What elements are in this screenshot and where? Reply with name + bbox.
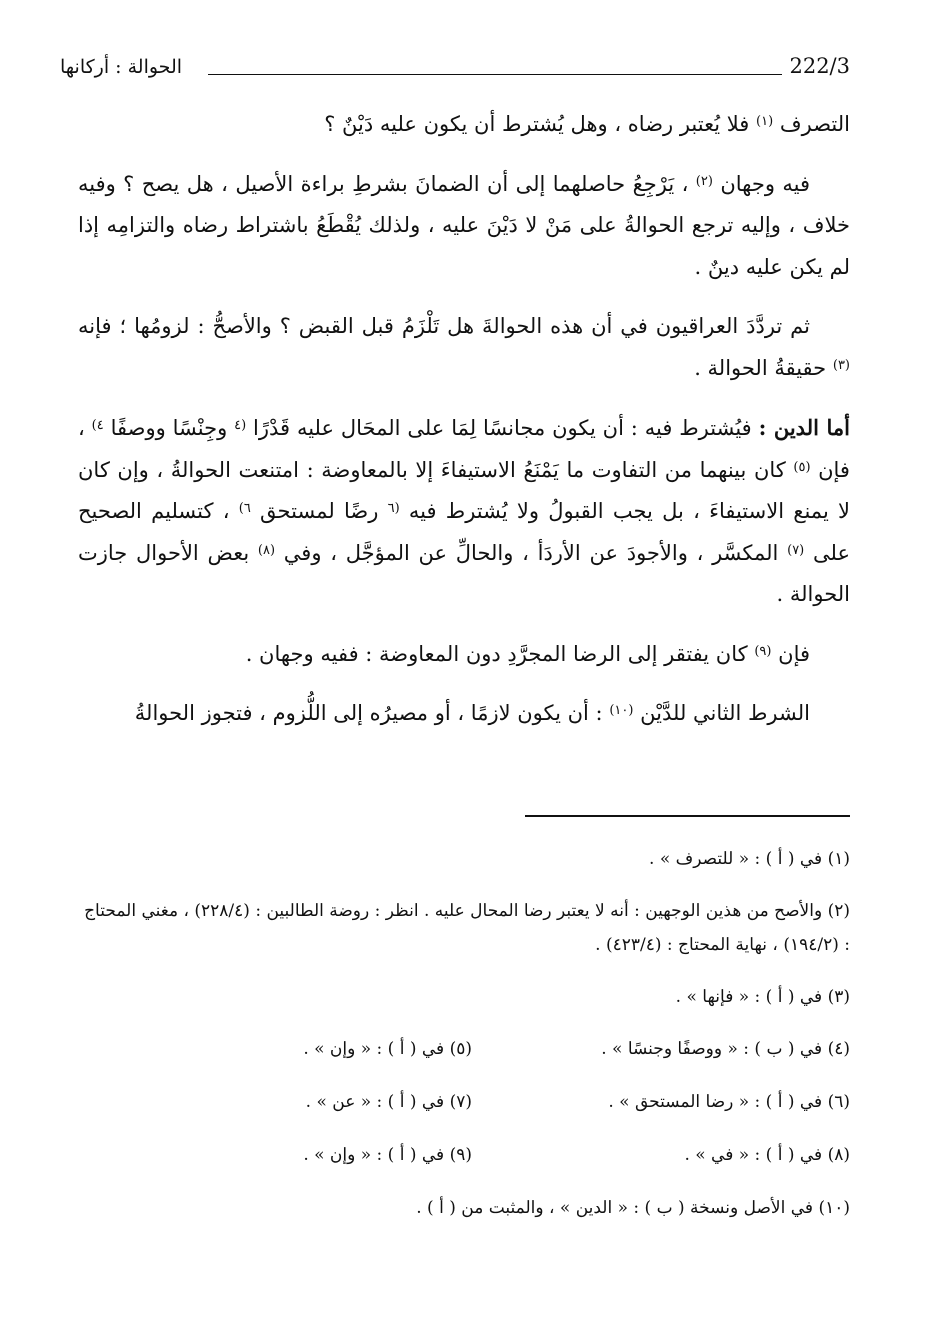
paragraph-1	[78, 104, 850, 146]
text-run: الشرط الثاني للدَّيْن	[640, 701, 810, 725]
footnote-ref-10[interactable]: (١٠)	[609, 703, 634, 718]
footnote-8: (٨) في ( أ ) : « في » .	[684, 1145, 850, 1165]
footnote-5: (٥) في ( أ ) : « وإن » .	[303, 1039, 472, 1059]
footnote-ref-6-open[interactable]: (٦	[387, 501, 400, 516]
paragraph-6	[78, 693, 850, 735]
footnote-ref-8[interactable]: (٨)	[257, 542, 276, 558]
page-number: 222/3	[789, 54, 850, 78]
footnote-4: (٤) في ( ب ) : « ووصفًا وجنسًا » .	[601, 1039, 850, 1059]
text-run: فلا يُعتبر رضاه ، وهل يُشترط أن يكون عليه دَيْنٌ ؟	[324, 112, 750, 136]
text-run: المكسَّر ، والأجودَ عن الأردَأ ، والحالِّ عن المؤجَّل ، وفي	[283, 540, 779, 565]
footnote-row-6-7	[78, 1085, 850, 1119]
footnote-2: (٢) والأصح من هذين الوجهين : أنه لا يعتبر رضا المحال عليه . انظر : روضة الطالبين : (٢٢٨/٤) ، مغني المحتاج : (١٩٤/٢) ، نهاية المحتاج : (٤٢٣/٤) .	[84, 901, 850, 955]
paragraph-4	[78, 407, 850, 616]
footnote-ref-1[interactable]: (١)	[756, 114, 774, 129]
footnote-ref-9[interactable]: (٩)	[754, 643, 772, 659]
text-run: ، كتسليم الصحيح على	[78, 499, 850, 565]
footnote-ref-2[interactable]: (٢)	[695, 173, 713, 189]
text-run: فيه وجهان	[720, 171, 811, 196]
footnote-separator	[525, 815, 850, 817]
text-run: التصرف	[779, 112, 850, 136]
footnote-ref-5[interactable]: (٥)	[793, 459, 811, 475]
text-run: فيُشترط فيه : أن يكون مجانسًا لِمَا على المحَال عليه قَدْرًا	[253, 416, 752, 440]
footnote-ref-4-close[interactable]: ٤)	[91, 418, 104, 433]
text-run: ، يَرْجِعُ حاصلهما إلى أن الضمانَ بشرطِ براءة الأصيل ، هل يصح ؟ وفيه خلاف ، وإليه ترجع الحوالةُ على مَنْ لا دَيْنَ عليه ، ولذلك يُقْطَعُ باشتراط رضاه والتزامِه إذا لم يكن عليه دينٌ .	[78, 171, 850, 279]
text-run: ، فإن	[78, 416, 850, 482]
footnote-ref-7[interactable]: (٧)	[787, 542, 805, 558]
footnote-ref-3[interactable]: (٣)	[832, 357, 850, 373]
text-run: فإن	[778, 641, 810, 666]
footnote-9: (٩) في ( أ ) : « وإن » .	[303, 1145, 472, 1165]
text-run: كان يفتقر إلى الرضا المجرَّدِ دون المعاوضة : ففيه وجهان .	[245, 641, 748, 666]
text-run: رضًا لمستحق	[260, 499, 379, 523]
header-rule	[208, 74, 782, 75]
paragraph-2	[78, 164, 850, 289]
footnote-6: (٦) في ( أ ) : « رضا المستحق » .	[608, 1092, 850, 1112]
footnote-row-8-9	[78, 1138, 850, 1172]
footnote-ref-6-close[interactable]: ٦)	[238, 501, 251, 516]
main-text	[78, 104, 850, 753]
footnote-10: (١٠) في الأصل ونسخة ( ب ) : « الدين » ، والمثبت من ( أ ) .	[416, 1198, 850, 1218]
footnote-3: (٣) في ( أ ) : « فإنها » .	[675, 987, 850, 1007]
paragraph-3	[78, 306, 850, 389]
footnote-row-4-5	[78, 1032, 850, 1066]
footnotes	[78, 842, 850, 1243]
footnote-ref-4-open[interactable]: (٤	[234, 418, 247, 433]
running-header	[60, 54, 850, 90]
text-run: وجِنْسًا ووصفًا	[110, 416, 228, 440]
text-run: ثم تردَّدَ العراقيون في أن هذه الحوالةَ هل تَلْزَمُ قبل القبض ؟ والأصحُّ : لزومُها ؛ فإنه	[78, 314, 810, 338]
text-run: كان بينهما من التفاوت ما يَمْنَعُ الاستيفاءَ إلا بالمعاوضة : امتنعت الحوالةُ ، وإن كان لا يمنع الاستيفاءَ ، بل يجب القبولُ ولا يُشترط فيه	[78, 457, 851, 523]
section-lead: أما الدين :	[758, 415, 850, 440]
text-run: : أن يكون لازمًا ، أو مصيرُه إلى اللُّزوم ، فتجوز الحوالةُ	[134, 701, 603, 725]
footnote-7: (٧) في ( أ ) : « عن » .	[305, 1092, 472, 1112]
text-run: بعض الأحوال جازت الحوالة .	[78, 540, 850, 606]
text-run: حقيقةُ الحوالة .	[694, 355, 827, 380]
chapter-title: الحوالة : أركانها	[60, 56, 183, 78]
paragraph-5	[78, 634, 850, 676]
footnote-1: (١) في ( أ ) : « للتصرف » .	[649, 849, 850, 869]
